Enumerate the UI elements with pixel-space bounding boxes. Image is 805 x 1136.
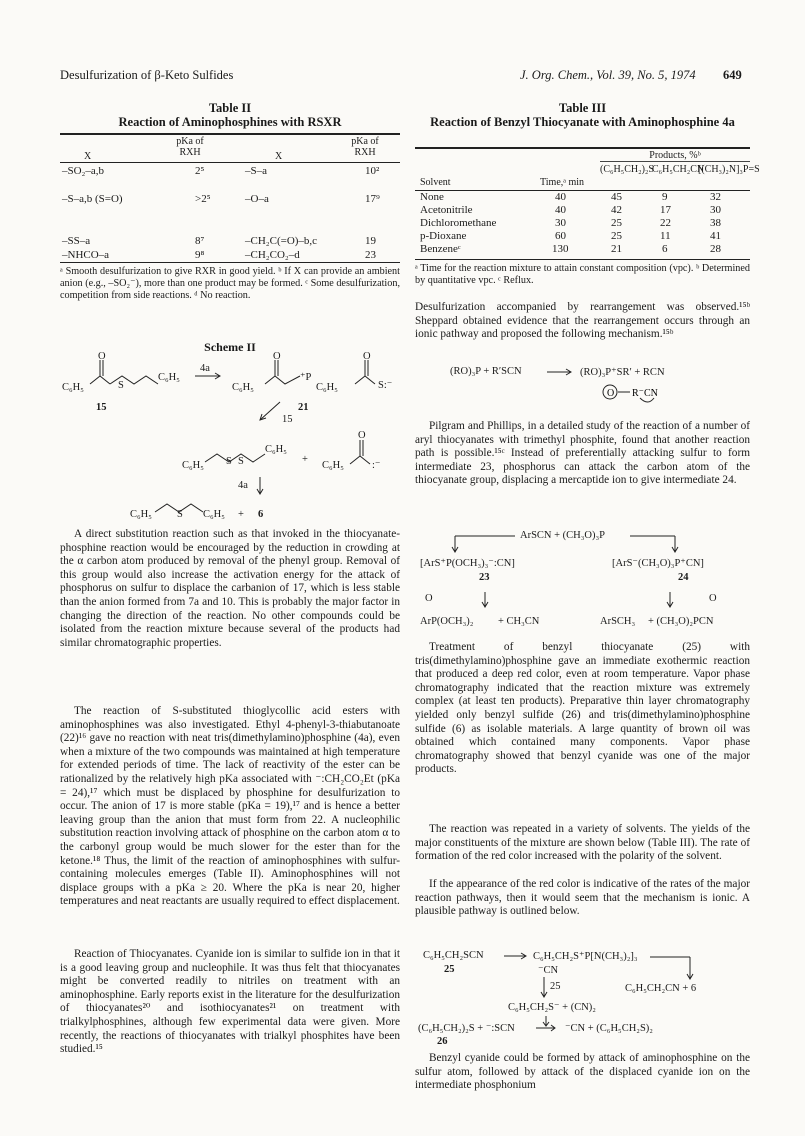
table2-r1-x2: –S–a: [245, 165, 267, 177]
eq3-substrate: C₆H₅CH₂SCN: [423, 950, 484, 961]
svg-text:C₆H₅: C₆H₅: [130, 509, 152, 520]
eq2-product-23a: ArP(OCH₃)₂: [420, 616, 474, 627]
table3-subtitle: Reaction of Benzyl Thiocyanate with Aminophosphine 4a: [430, 115, 735, 129]
svg-text:S: S: [118, 380, 124, 391]
table3-products-header: Products, %ᵇ: [600, 150, 750, 162]
table3-r5-time: 130: [552, 243, 569, 255]
eq3-cyanide: ⁻CN: [538, 965, 559, 976]
eq2-intermediate-23: [ArS⁺P(OCH₃)₃⁻:CN]: [420, 558, 515, 569]
svg-text:C₆H₅: C₆H₅: [316, 382, 338, 393]
eq3-cation: C₆H₅CH₂S⁺P[N(CH₃)₂]₃: [533, 951, 638, 962]
svg-text:R⁻CN: R⁻CN: [632, 388, 658, 399]
eq2-oxo-23: O: [425, 593, 433, 604]
table3-r3-solvent: Dichloromethane: [420, 217, 497, 229]
table2-col-x1: X: [84, 151, 92, 162]
table2-footnote: ᵃ Smooth desulfurization to give RXR in good yield. ᵇ If X can provide an ambient anion (e.g., –SO₂⁻), more than one product may be formed. ᶜ Some desulfurization, competition from side reactions. ᵈ No reaction.: [60, 266, 400, 302]
table2-r2-x2: –O–a: [245, 193, 269, 205]
table2-r1-p1: 2⁵: [195, 165, 205, 177]
table2-r4-p1: 9⁸: [195, 249, 205, 261]
table3-bottom-rule: [415, 259, 750, 260]
table3-r4-c3: 41: [710, 230, 721, 242]
eq2-product-24b: + (CH₃O)₂PCN: [648, 616, 714, 627]
eq3-arrow-1: [502, 949, 530, 963]
table3-r1-c1: 45: [611, 191, 622, 203]
scheme2-label-21: 21: [298, 402, 309, 413]
eq2-intermediate-24: [ArS⁻(CH₃O)₃P⁺CN]: [612, 558, 704, 569]
table2-r4-x2: –CH₂CO₂–d: [245, 249, 300, 261]
table2-r4-p2: 23: [365, 249, 376, 261]
svg-text:S:⁻: S:⁻: [378, 380, 393, 391]
table2-title: Table II: [208, 101, 252, 115]
table3-r5-c2: 6: [662, 243, 668, 255]
svg-text:S: S: [177, 509, 183, 520]
svg-text:+: +: [238, 509, 244, 520]
left-paragraph-1: A direct substitution reaction such as that invoked in the thiocyanate-phosphine reaction would be encouraged by the reduction in crowding at the α carbon atom produced by removal of the phenyl group. Removal of this group would also increase the activation energy for the attack of phosphorus on sulfur to displace the carbanion of 17, which is less stable than the anion formed from 7a and 10. This is probably the major factor in changing the direction of the reaction. No other compounds could be isolated from the reaction mixture because several of the products had similar chromatographic properties.: [60, 528, 400, 649]
table3-r1-time: 40: [555, 191, 566, 203]
table2-r2-x1: –S–a,b (S=O): [62, 193, 123, 205]
svg-text:S: S: [238, 456, 244, 467]
table3-r2-c3: 30: [710, 204, 721, 216]
svg-text:C₆H₅: C₆H₅: [265, 444, 287, 455]
eq1-rhs: (RO)₃P⁺SR′ + RCN: [580, 367, 665, 378]
scheme2-diagram: [60, 352, 405, 527]
table3-header-sulfide: (C₆H₅CH₂)₂S: [600, 164, 654, 175]
table2-r1-p2: 10²: [365, 165, 380, 177]
table2-subtitle: Reaction of Aminophosphines with RSXR: [118, 115, 342, 129]
running-head: Desulfurization of β-Keto Sulfides: [60, 68, 234, 82]
eq2-label-24: 24: [678, 572, 689, 583]
table3-footnote: ᵃ Time for the reaction mixture to attain constant composition (vpc). ᵇ Determined by quantitative vpc. ᶜ Reflux.: [415, 263, 750, 287]
eq3-product-1: C₆H₅CH₂CN + 6: [625, 983, 697, 994]
eq2-label-23: 23: [479, 572, 490, 583]
table2-r3-x2: –CH₂C(=O)–b,c: [245, 235, 318, 247]
table3-r2-solvent: Acetonitrile: [420, 204, 473, 216]
table3-r4-solvent: p-Dioxane: [420, 230, 467, 242]
scheme2-label-15: 15: [96, 402, 107, 413]
eq2-top: ArSCN + (CH₃O)₃P: [520, 530, 605, 541]
svg-text:O: O: [363, 352, 371, 362]
eq2-arrows: [450, 532, 730, 652]
table2-r2-p1: >2⁵: [195, 193, 211, 205]
table2-r2-p2: 17⁹: [365, 193, 380, 205]
svg-text:S: S: [226, 456, 232, 467]
table3-r5-c3: 28: [710, 243, 721, 255]
right-paragraph-3: Treatment of benzyl thiocyanate (25) with tris(dimethylamino)phosphine gave an immediate exothermic reaction that produced a deep red color, even at room temperature. Vapor phase chromatography indicated that the reaction mixture was extremely complex (at least ten products). Preparative thin layer chromatography yielded only benzyl sulfide (26) and tris(dimethylamino)phosphine sulfide (6) as isolable materials. A large quantity of brown oil was obtained which contained many components. Vapor phase chromatography showed that benzyl cyanide was one of the major products.: [415, 641, 750, 776]
table3-header-solvent: Solvent: [420, 177, 451, 188]
left-paragraph-2: The reaction of S-substituted thioglycollic acid esters with aminophosphines was also investigated. Ethyl 4-phenyl-3-thiabutanoate (22)¹⁶ gave no reaction with neat tris(dimethylamino)phosphine (4a), even when a mixture of the two compounds was maintained at high temperature for extended periods of time. The lack of reactivity of the ester can be rationalized by the relatively high pKa associated with ⁻:CH₂CO₂Et (pKa = 24),¹⁷ which must be displaced by phosphine for desulfurization to occur. The anion of 17 is more stable (pKa = 19),¹⁷ and is hence a better leaving group than the anion that must form from 22. A nucleophilic substitution reaction involving attack of phosphine on the carbon atom α to the carbonyl group would be much slower for the ester than for the ketone.¹⁸ Thus, the limit of the reaction of aminophosphines with sulfur-containing molecules emerges (Table II). Aminophosphines will not displace groups with a pKa ≥ 20. Where the pKa is near 20, higher temperatures and neat reactants are usually required to effect displacement.: [60, 705, 400, 908]
eq2-product-24a: ArSCH₃: [600, 616, 636, 627]
journal-citation: J. Org. Chem., Vol. 39, No. 5, 1974: [520, 68, 696, 82]
svg-text:O: O: [607, 388, 615, 399]
svg-text:O: O: [98, 352, 106, 362]
table2-r3-p1: 8⁷: [195, 235, 205, 247]
table3-r3-c1: 25: [611, 217, 622, 229]
right-paragraph-2: Pilgram and Phillips, in a detailed study of the reaction of a number of aryl thiocyanates with trimethyl phosphite, found that another reaction path is possible.¹⁵ᶜ Instead of preferentially attacking sulfur to form intermediate 23, phosphorus can attack the carbon atom of the thiocyanate group, displacing a mercaptide ion to give intermediate 24.: [415, 420, 750, 487]
table3-r5-c1: 21: [611, 243, 622, 255]
table2-r1-x1: –SO₂–a,b: [62, 165, 105, 177]
svg-text::⁻: :⁻: [372, 460, 381, 471]
table2-r4-x1: –NHCO–a: [62, 249, 110, 261]
svg-text:C₆H₅: C₆H₅: [62, 382, 84, 393]
svg-text:O: O: [273, 352, 281, 362]
left-paragraph-3: Reaction of Thiocyanates. Cyanide ion is similar to sulfide ion in that it is a good leaving group and nucleophile. It was thus felt that thiocyanates might be converted readily to nitriles on treatment with an aminophosphine. Early reports exist in the literature for the desulfurization of thiocyanates²⁰ and isothiocyanates²¹ on treatment with trialkylphosphines, although few experimental data were given. More recently, the reactions of thiocyanates with trialkyl phosphites have been studied.¹⁵: [60, 948, 400, 1056]
eq3-bottom-left: (C₆H₅CH₂)₂S + ⁻:SCN: [418, 1023, 515, 1034]
table3-r1-solvent: None: [420, 191, 444, 203]
eq1-lhs: (RO)₃P + R′SCN: [450, 366, 522, 377]
scheme2-label-6: 6: [258, 509, 264, 520]
eq3-middle: C₆H₅CH₂S⁻ + (CN)₂: [508, 1002, 596, 1013]
svg-text:15: 15: [282, 414, 293, 425]
svg-text:C₆H₅: C₆H₅: [182, 460, 204, 471]
eq3-label-25: 25: [444, 964, 455, 975]
table3-r3-time: 30: [555, 217, 566, 229]
svg-text:O: O: [358, 430, 366, 441]
table3-r4-time: 60: [555, 230, 566, 242]
svg-text:⁺P: ⁺P: [300, 372, 312, 383]
svg-text:+: +: [302, 454, 308, 465]
scheme2-reagent-4a: 4a: [200, 363, 210, 374]
table2-top-rule: [60, 133, 400, 135]
table3-top-rule: [415, 147, 750, 149]
table2-header-rule: [60, 162, 400, 163]
scheme2-title: Scheme II: [204, 340, 256, 354]
table2-col-x2: X: [275, 151, 283, 162]
table3-r4-c1: 25: [611, 230, 622, 242]
table3-title: Table III: [558, 101, 607, 115]
table3-header-phosphine-sulfide: [(CH₃)₂N]₃P=S: [698, 164, 760, 175]
table2-r3-p2: 19: [365, 235, 376, 247]
eq2-oxo-24: O: [709, 593, 717, 604]
page-number: 649: [723, 68, 742, 82]
table3-header-rule: [415, 190, 750, 191]
table3-r4-c2: 11: [660, 230, 671, 242]
table3-r2-c2: 17: [660, 204, 671, 216]
eq1-mechanism: [600, 378, 690, 408]
eq2-product-23b: + CH₃CN: [498, 616, 540, 627]
table2-r3-x1: –SS–a: [62, 235, 91, 247]
right-paragraph-1: Desulfurization accompanied by rearrangement was observed.¹⁵ᵇ Sheppard obtained evidence that the rearrangement occurs through an ionic pathway and proposed the following mechanism.¹⁵ᵇ: [415, 301, 750, 341]
table3-r3-c3: 38: [710, 217, 721, 229]
table3-r1-c2: 9: [662, 191, 668, 203]
eq1-arrow: [545, 365, 575, 379]
table2-col-pka2: pKa of RXH: [351, 136, 379, 158]
table2-bottom-rule: [60, 262, 400, 263]
svg-text:C₆H₅: C₆H₅: [203, 509, 225, 520]
eq3-equilibrium-arrow: [533, 1014, 559, 1036]
table3-r1-c3: 32: [710, 191, 721, 203]
svg-text:4a: 4a: [238, 480, 248, 491]
table2-col-pka1: pKa of RXH: [176, 136, 204, 158]
table3-header-time: Time,ᵃ min: [540, 177, 585, 188]
svg-text:C₆H₅: C₆H₅: [322, 460, 344, 471]
table3-header-cyanide: C₆H₅CH₂CN: [652, 164, 705, 175]
table3-r2-time: 40: [555, 204, 566, 216]
table3-r2-c1: 42: [611, 204, 622, 216]
table3-r5-solvent: Benzeneᶜ: [420, 243, 461, 255]
svg-text:C₆H₅: C₆H₅: [158, 372, 180, 383]
eq3-bottom-right: ⁻CN + (C₆H₅CH₂S)₂: [565, 1023, 653, 1034]
svg-text:C₆H₅: C₆H₅: [232, 382, 254, 393]
table3-r3-c2: 22: [660, 217, 671, 229]
right-paragraph-6: Benzyl cyanide could be formed by attack of aminophosphine on the sulfur atom, followed by attack of the displaced cyanide ion on the intermediate phosphonium: [415, 1052, 750, 1092]
eq3-label-26: 26: [437, 1036, 448, 1047]
right-paragraph-5: If the appearance of the red color is indicative of the rates of the major reaction pathways, then it would seem that the mechanism is ionic. A plausible pathway is outlined below.: [415, 878, 750, 918]
eq3-reagent-25: 25: [550, 981, 561, 992]
right-paragraph-4: The reaction was repeated in a variety of solvents. The yields of the major constituents of the mixture are shown below (Table III). The rate of formation of the red color increased with the polarity of the solvent.: [415, 823, 750, 863]
